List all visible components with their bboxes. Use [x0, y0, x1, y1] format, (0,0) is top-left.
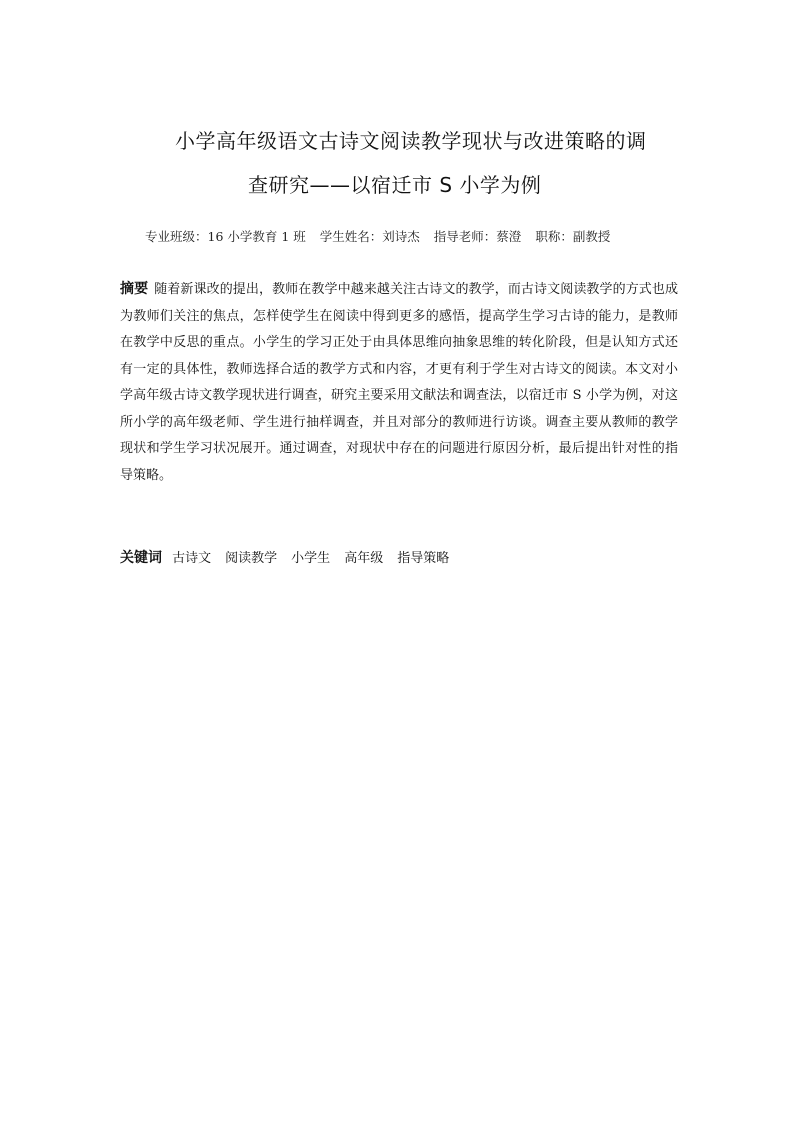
advisor-name: 指导老师：蔡澄 — [433, 229, 522, 244]
abstract-text: 随着新课改的提出，教师在教学中越来越关注古诗文的教学，而古诗文阅读教学的方式也成为教师们关注的焦点，怎样使学生在阅读中得到更多的感悟，提高学生学习古诗的能力，是教师在教学中反思的重点。小学生的学习正处于由具体思维向抽象思维的转化阶段，但是认知方式还有一定的具体性，教师选择合适的教学方式和内容，才更有利于学生对古诗文的阅读。本文对小学高年级古诗文教学现状进行调查，研究主要采用文献法和调查法，以宿迁市 S 小学为例，对这所小学的高年级老师、学生进行抽样调查，并且对部分的教师进行访谈。调查主要从教师的教学现状和学生学习状况展开。通过调查，对现状中存在的问题进行原因分析，最后提出针对性的指导策略。 — [120, 282, 678, 483]
student-name: 学生姓名：刘诗杰 — [319, 229, 420, 244]
keyword-item: 古诗文 — [172, 551, 212, 566]
keyword-item: 高年级 — [344, 551, 384, 566]
title-line-1: 小学高年级语文古诗文阅读教学现状与改进策略的调 — [175, 129, 647, 153]
major-class: 专业班级：16 小学教育 1 班 — [145, 229, 306, 244]
keywords-label: 关键词 — [120, 550, 162, 566]
author-info — [145, 227, 610, 245]
title-line-2: 查研究——以宿迁市 S 小学为例 — [248, 173, 542, 197]
abstract-paragraph — [120, 276, 678, 489]
keyword-item: 小学生 — [291, 551, 331, 566]
keyword-item: 阅读教学 — [225, 551, 278, 566]
advisor-title: 职称：副教授 — [535, 229, 611, 244]
keyword-item: 指导策略 — [397, 551, 450, 566]
keywords-line — [120, 547, 463, 567]
abstract-label: 摘要 — [120, 281, 149, 297]
